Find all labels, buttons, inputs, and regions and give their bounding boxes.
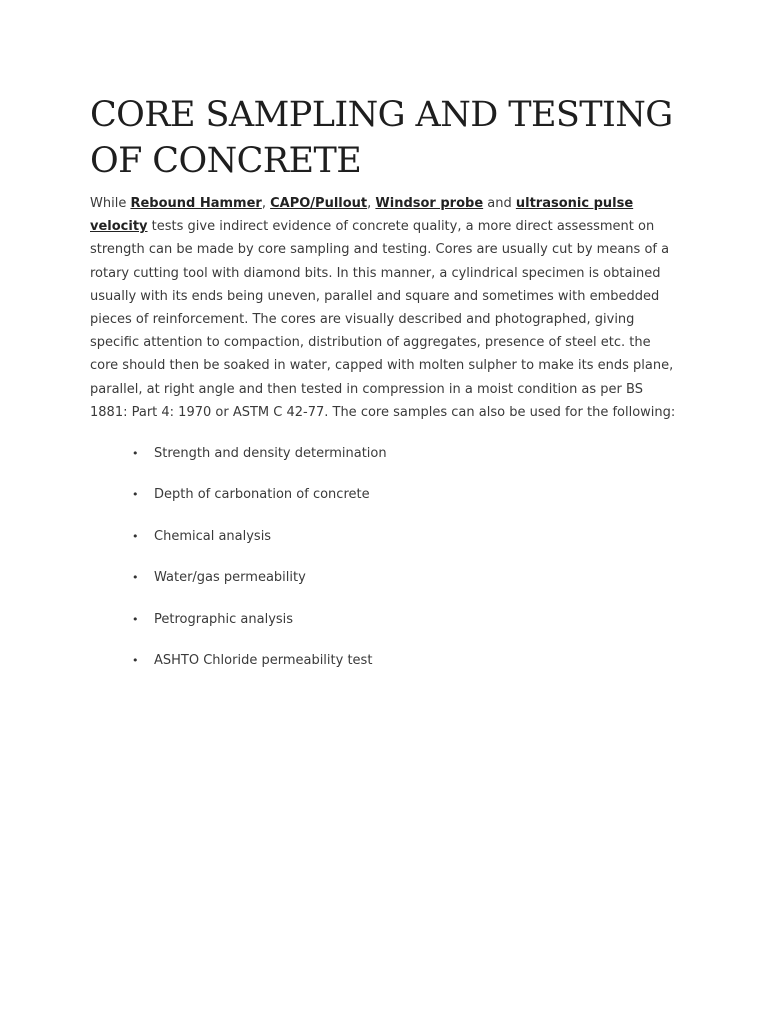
bullet-icon: •	[132, 571, 139, 585]
list-item-text: Chemical analysis	[154, 528, 272, 544]
link-ultrasonic-pulse-velocity[interactable]: ultrasonic pulse velocity	[90, 196, 634, 235]
list-item-text: Strength and density determination	[154, 446, 387, 462]
bullet-icon: •	[132, 612, 139, 626]
bullet-icon: •	[132, 653, 139, 667]
list-item	[132, 528, 678, 569]
link-capo-pullout[interactable]: CAPO/Pullout	[270, 196, 368, 211]
list-item-text: ASHTO Chloride permeability test	[154, 652, 373, 668]
list-item	[132, 611, 678, 652]
link-windsor-probe[interactable]: Windsor probe	[375, 196, 484, 211]
bullet-icon: •	[132, 488, 139, 502]
intro-separator: ,	[261, 196, 271, 211]
list-item	[132, 569, 678, 610]
bullet-icon: •	[132, 447, 139, 461]
list-item-text: Petrographic analysis	[154, 611, 294, 627]
intro-lead: While	[90, 196, 131, 211]
intro-separator: ,	[367, 196, 376, 211]
list-item-text: Depth of carbonation of concrete	[154, 487, 370, 503]
link-rebound-hammer[interactable]: Rebound Hammer	[130, 196, 262, 211]
list-item	[132, 652, 678, 693]
list-item	[132, 486, 678, 527]
intro-separator: and	[483, 196, 516, 211]
intro-body: tests give indirect evidence of concrete quality, a more direct assessment on strength can be made by core sampling and testing. Cores are usually cut by means of a rotary cutting tool with diamond bits. In this manner, a cylindrical specimen is obtained usually with its ends being uneven, parallel and square and sometimes with embedded pieces of reinforcement. The cores are visually described and photographed, giving specific attention to compaction, distribution of aggregates, presence of steel etc. the core should then be soaked in water, capped with molten sulpher to make its ends plane, parallel, at right angle and then tested in compression in a moist condition as per BS 1881: Part 4: 1970 or ASTM C 42-77. The core samples can also be used for the following:	[90, 219, 676, 420]
list-item	[132, 445, 678, 486]
intro-paragraph	[90, 192, 680, 424]
page-title: CORE SAMPLING AND TESTING OF CONCRETE	[90, 95, 673, 181]
list-item-text: Water/gas permeability	[154, 570, 306, 586]
uses-list	[90, 445, 678, 693]
bullet-icon: •	[132, 529, 139, 543]
